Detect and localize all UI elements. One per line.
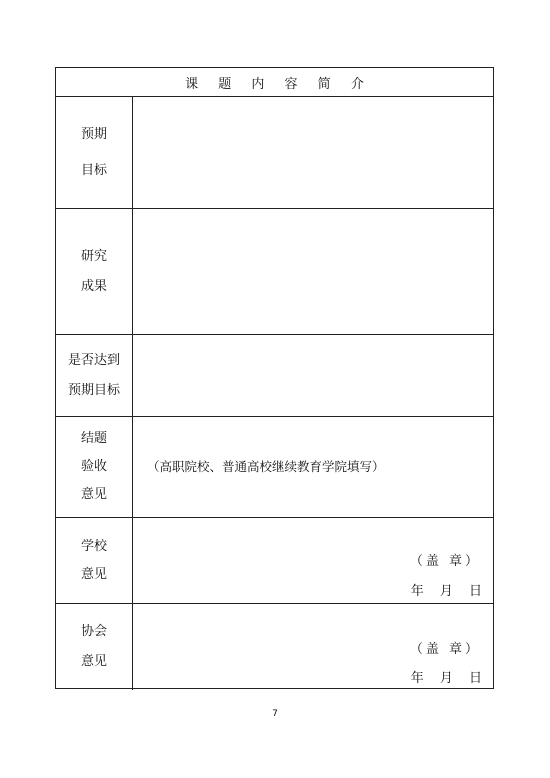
row-acceptance-opinion: [56, 417, 493, 518]
row-label: [56, 97, 133, 208]
label-line: 预期目标: [67, 382, 120, 398]
row-research-results: [56, 209, 493, 335]
form-table: [55, 67, 494, 689]
date-label: 年 月 日: [410, 584, 483, 599]
content-field-research-results[interactable]: [133, 209, 493, 334]
label-line: 学校: [80, 538, 107, 554]
label-line: 目标: [80, 162, 107, 178]
label-line: 结题: [80, 431, 107, 446]
row-label: [56, 417, 133, 517]
page-number: 7: [272, 709, 278, 719]
label-line: 意见: [80, 654, 107, 669]
content-field-expected-goals[interactable]: [133, 97, 493, 208]
date-label: 年 月 日: [410, 671, 483, 686]
content-field-school-opinion[interactable]: [133, 518, 493, 603]
content-field-association-opinion[interactable]: [133, 604, 493, 690]
row-goals-achieved: [56, 335, 493, 417]
row-association-opinion: [56, 604, 493, 690]
row-expected-goals: [56, 97, 493, 209]
row-label: [56, 604, 133, 690]
label-line: 协会: [80, 624, 107, 639]
fill-instruction-note: （高职院校、普通高校继续教育学院填写）: [147, 459, 385, 474]
label-line: 成果: [80, 278, 107, 294]
label-line: 验收: [80, 459, 107, 474]
label-line: 意见: [80, 566, 107, 582]
section-title: 课 题 内 容 简 介: [56, 68, 493, 97]
row-label: [56, 518, 133, 603]
row-label: [56, 209, 133, 334]
label-line: 研究: [80, 248, 107, 264]
seal-label: （盖 章）: [409, 642, 481, 657]
row-school-opinion: [56, 518, 493, 604]
content-field-acceptance-opinion[interactable]: [133, 417, 493, 517]
label-line: 预期: [80, 126, 107, 142]
seal-label: （盖 章）: [409, 554, 481, 569]
label-line: 是否达到: [67, 352, 120, 368]
row-label: [56, 335, 133, 416]
label-line: 意见: [80, 487, 107, 502]
content-field-goals-achieved[interactable]: [133, 335, 493, 416]
